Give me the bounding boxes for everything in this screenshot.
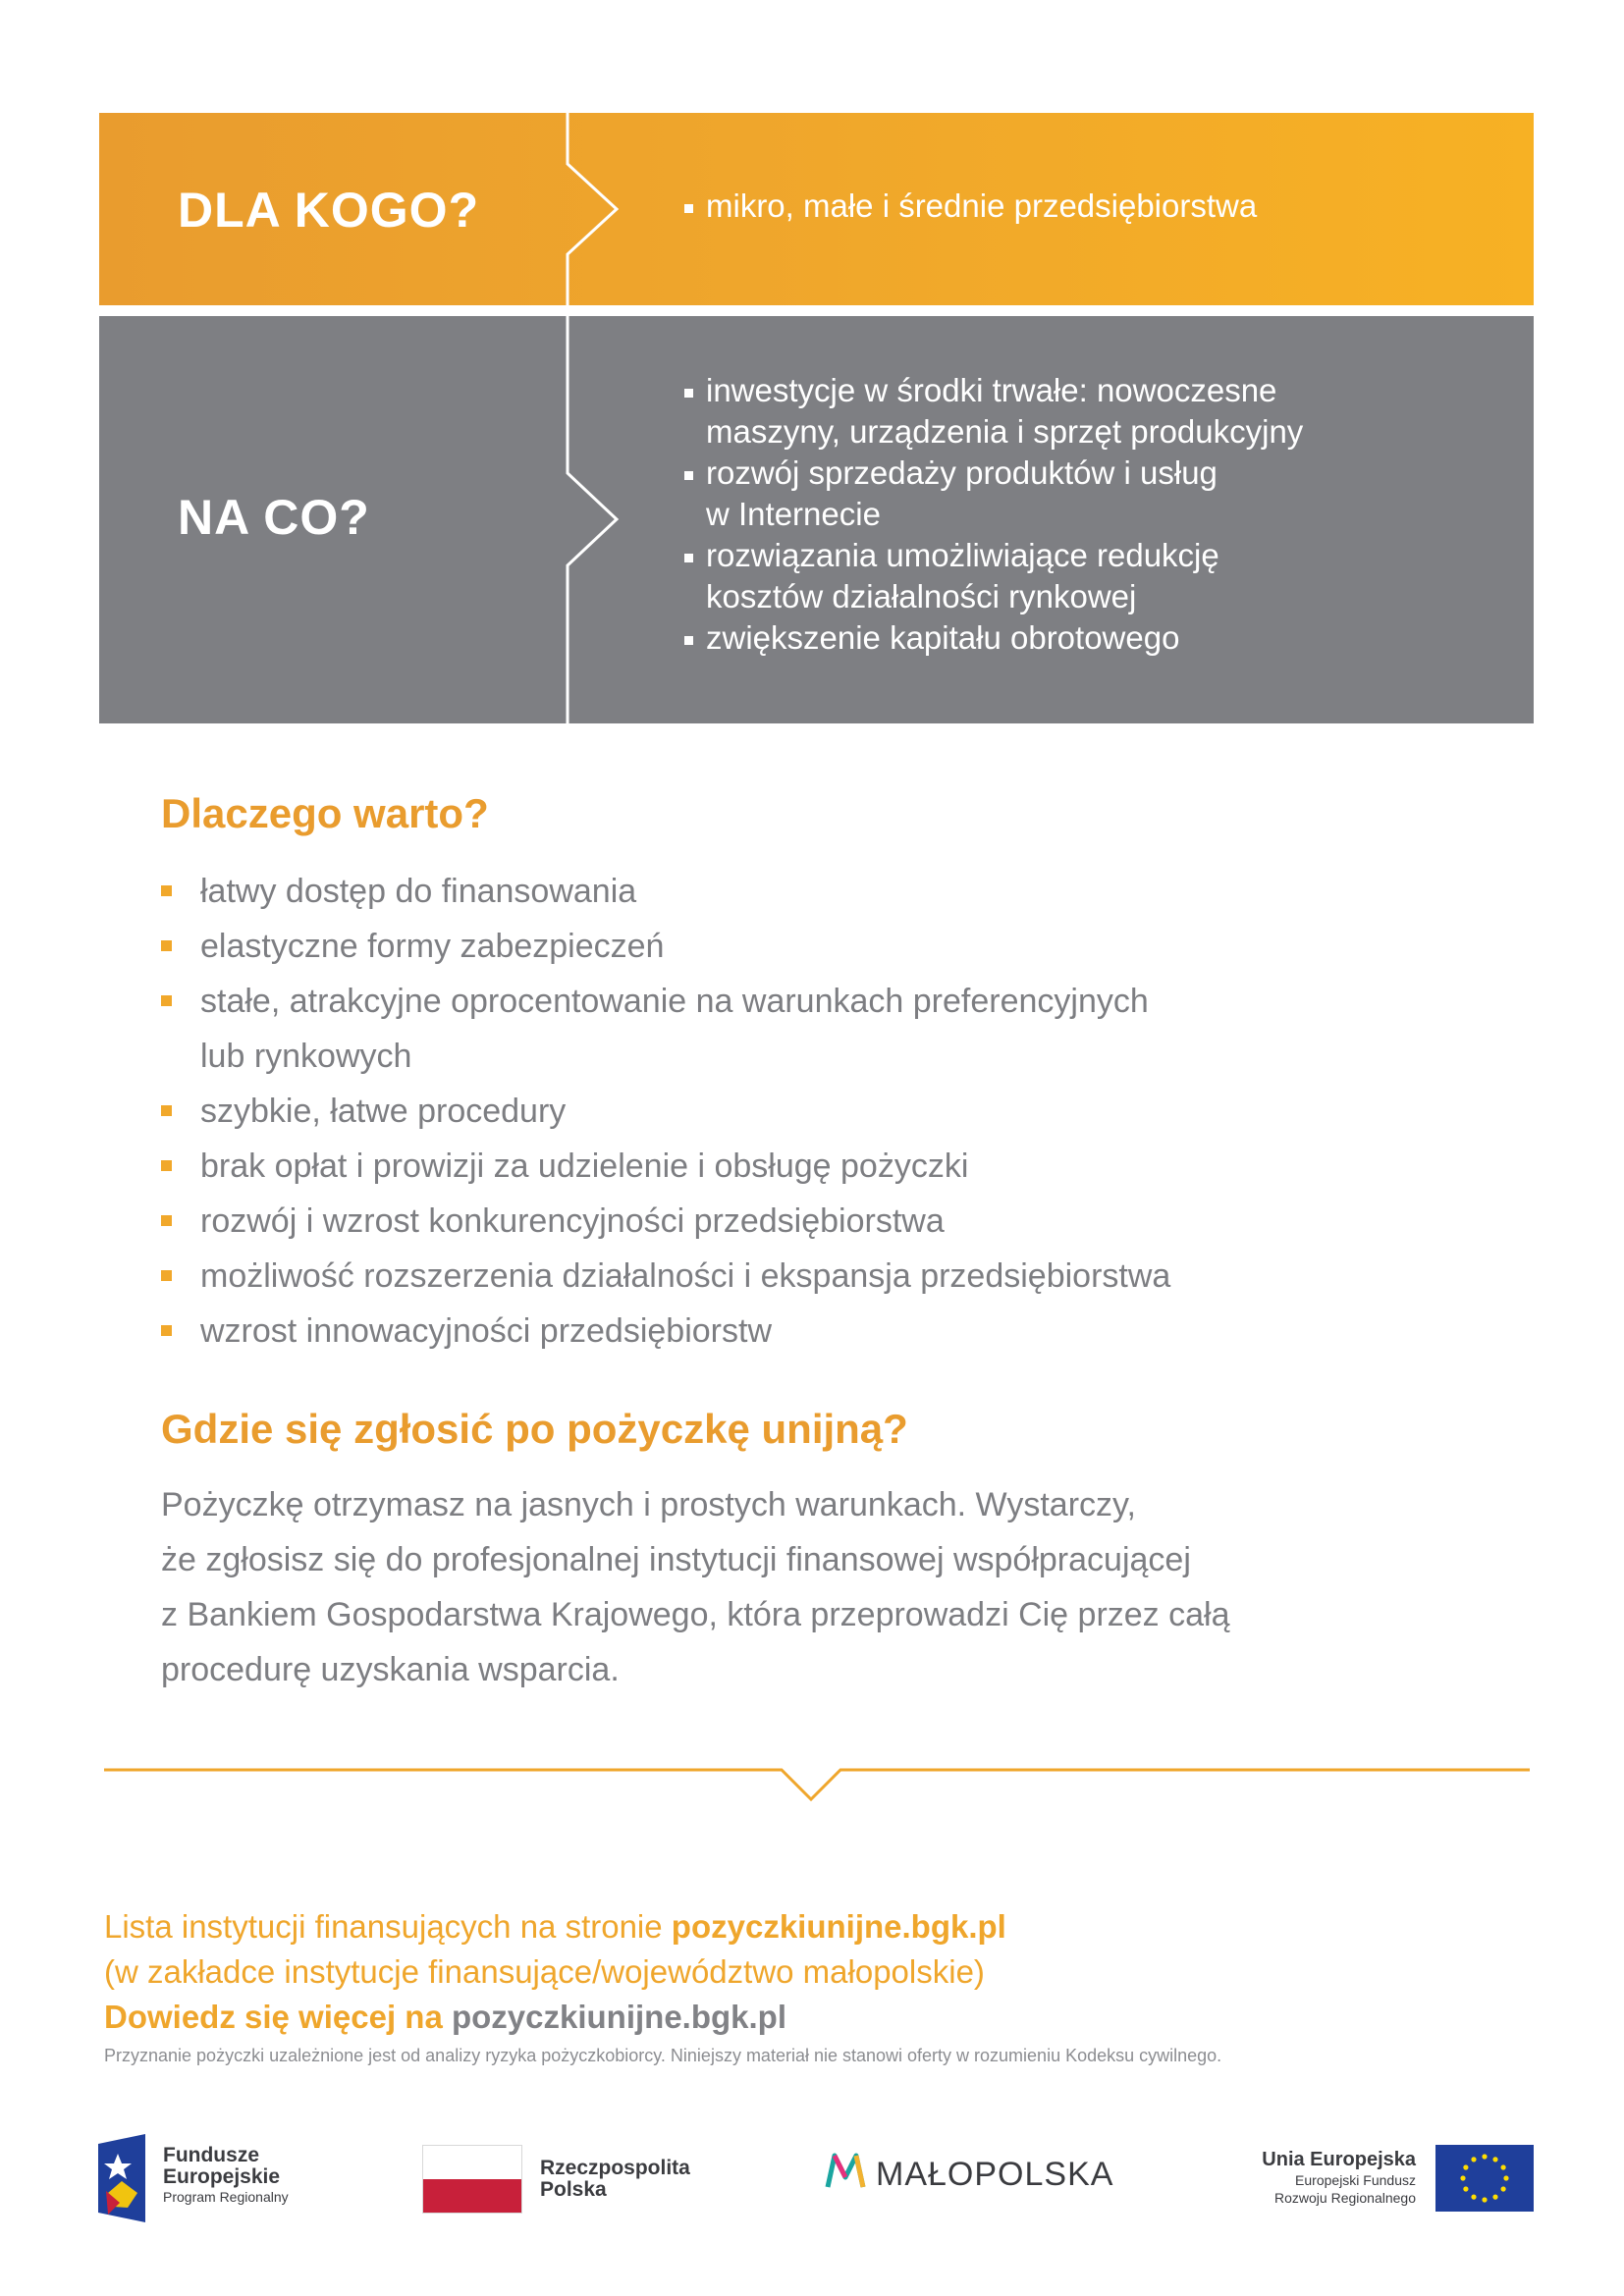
what-label: NA CO? <box>178 490 370 545</box>
bullet-icon <box>684 204 693 213</box>
who-panel <box>99 113 1534 305</box>
bullet-icon <box>684 554 693 562</box>
list-item: łatwy dostęp do finansowania <box>161 864 1170 919</box>
eu-star-icon <box>1503 2175 1508 2180</box>
fundusze-europejskie-logo-icon <box>98 2134 145 2222</box>
list-item: brak opłat i prowizji za udzielenie i obsługę pożyczki <box>161 1139 1170 1194</box>
section-divider <box>104 1762 1530 1801</box>
bullet-icon <box>161 940 172 951</box>
list-item: stałe, atrakcyjne oprocentowanie na warunkach preferencyjnych lub rynkowych <box>161 974 1170 1084</box>
bullet-icon <box>161 1270 172 1281</box>
fundusze-europejskie-text: Fundusze Europejskie Program Regionalny <box>163 2144 289 2205</box>
rzeczpospolita-text: Rzeczpospolita Polska <box>540 2157 690 2201</box>
disclaimer: Przyznanie pożyczki uzależnione jest od analizy ryzyka pożyczkobiorcy. Niniejszy materiał nie stanowi oferty w rozumieniu Kodeksu cywilnego. <box>104 2046 1222 2065</box>
list-item: inwestycje w środki trwałe: nowoczesne maszyny, urządzenia i sprzęt produkcyjny <box>680 370 1303 453</box>
bullet-icon <box>684 389 693 398</box>
eu-star-icon <box>1471 2157 1476 2162</box>
list-item: rozwój i wzrost konkurencyjności przedsiębiorstwa <box>161 1194 1170 1249</box>
who-list <box>680 186 1257 227</box>
footer-info <box>104 1904 1006 2040</box>
eu-star-icon <box>1482 2154 1487 2159</box>
malopolska-logo-icon <box>825 2150 866 2191</box>
where-heading: Gdzie się zgłosić po pożyczkę unijną? <box>161 1406 908 1452</box>
list-item: wzrost innowacyjności przedsiębiorstw <box>161 1304 1170 1359</box>
unia-europejska-text: Unia Europejska Europejski Fundusz Rozwoju Regionalnego <box>1262 2149 1416 2206</box>
list-item: rozwiązania umożliwiające redukcję kosztów działalności rynkowej <box>680 535 1303 617</box>
polish-flag-icon <box>422 2145 522 2214</box>
website-link[interactable]: pozyczkiunijne.bgk.pl <box>451 1999 787 2035</box>
bullet-icon <box>161 885 172 896</box>
eu-star-icon <box>1463 2164 1468 2169</box>
why-heading: Dlaczego warto? <box>161 790 489 836</box>
bullet-icon <box>161 1105 172 1116</box>
bullet-icon <box>161 1325 172 1336</box>
list-item: elastyczne formy zabezpieczeń <box>161 919 1170 974</box>
bullet-icon <box>684 471 693 480</box>
bullet-icon <box>161 995 172 1006</box>
eu-star-icon <box>1492 2157 1497 2162</box>
bullet-icon <box>684 636 693 645</box>
eu-star-icon <box>1492 2195 1497 2200</box>
what-panel <box>99 316 1534 723</box>
list-item: możliwość rozszerzenia działalności i ekspansja przedsiębiorstwa <box>161 1249 1170 1304</box>
eu-flag-icon <box>1435 2145 1534 2212</box>
eu-star-icon <box>1482 2197 1487 2202</box>
list-item: mikro, małe i średnie przedsiębiorstwa <box>680 186 1257 227</box>
eu-star-icon <box>1501 2186 1506 2191</box>
website-link[interactable]: pozyczkiunijne.bgk.pl <box>671 1908 1006 1945</box>
malopolska-text: MAŁOPOLSKA <box>876 2156 1114 2193</box>
where-paragraph: Pożyczkę otrzymasz na jasnych i prostych warunkach. Wystarczy, że zgłosisz się do profesjonalnej instytucji finansowej współpracującej z Bankiem Gospodarstwa Krajowego, która przeprowadzi Cię przez całą procedurę uzyskania wsparcia. <box>161 1486 1230 1688</box>
what-list <box>680 370 1303 659</box>
eu-star-icon <box>1463 2186 1468 2191</box>
eu-star-icon <box>1501 2164 1506 2169</box>
why-list <box>161 864 1170 1359</box>
list-item: szybkie, łatwe procedury <box>161 1084 1170 1139</box>
eu-star-icon <box>1460 2175 1465 2180</box>
list-item: zwiększenie kapitału obrotowego <box>680 617 1303 659</box>
eu-star-icon <box>1471 2195 1476 2200</box>
footer-line-2: (w zakładce instytucje finansujące/województwo małopolskie) <box>104 1953 985 1990</box>
footer-line-1: Lista instytucji finansujących na stronie pozyczkiunijne.bgk.pl <box>104 1908 1006 1945</box>
bullet-icon <box>161 1160 172 1171</box>
bullet-icon <box>161 1215 172 1226</box>
footer-line-3: Dowiedz się więcej na pozyczkiunijne.bgk.pl <box>104 1999 787 2035</box>
who-label: DLA KOGO? <box>178 183 480 238</box>
list-item: rozwój sprzedaży produktów i usług w Internecie <box>680 453 1303 535</box>
